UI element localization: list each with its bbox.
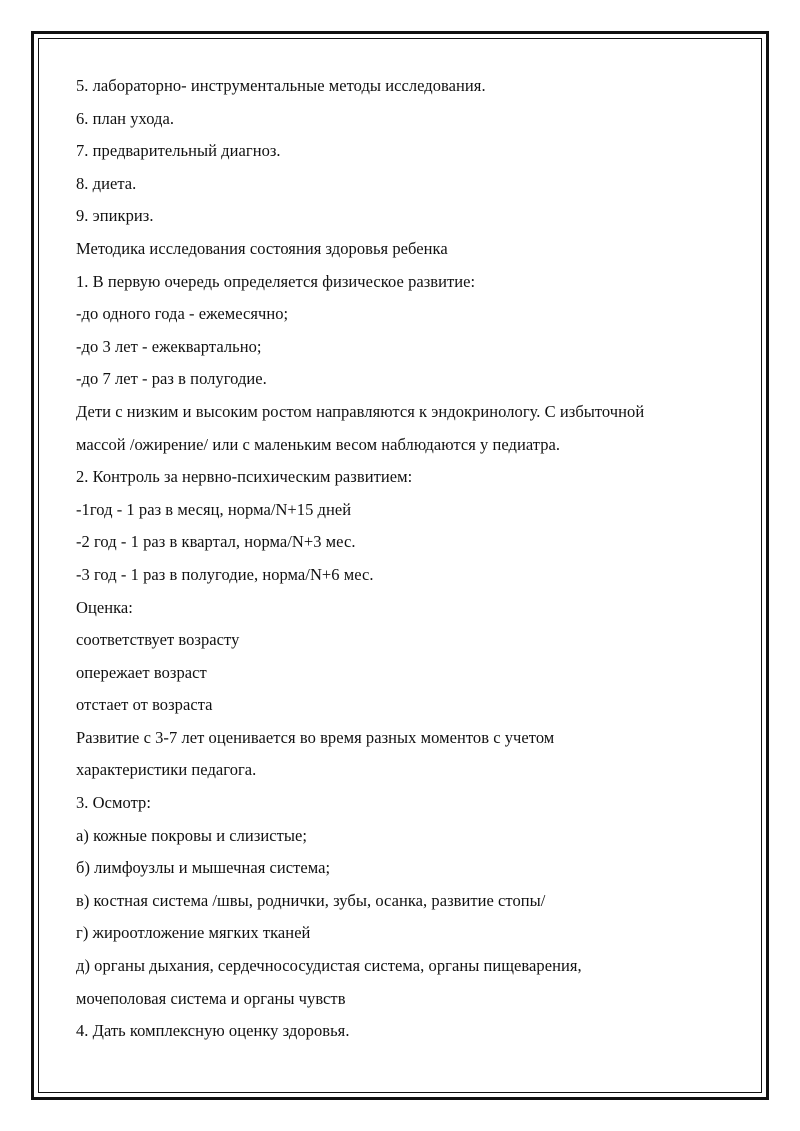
text-line: 8. диета. bbox=[76, 173, 137, 193]
text-line: 7. предварительный диагноз. bbox=[76, 141, 281, 161]
text-line: 4. Дать комплексную оценку здоровья. bbox=[76, 1021, 350, 1041]
text-line: -3 год - 1 раз в полугодие, норма/N+6 мес. bbox=[76, 564, 374, 584]
text-line: массой /ожирение/ или с маленьким весом наблюдаются у педиатра. bbox=[76, 434, 561, 454]
text-line: а) кожные покровы и слизистые; bbox=[76, 825, 308, 845]
text-line: мочеполовая система и органы чувств bbox=[76, 988, 346, 1008]
text-line: г) жироотложение мягких тканей bbox=[76, 923, 311, 943]
text-line: характеристики педагога. bbox=[76, 760, 257, 780]
text-line: 1. В первую очередь определяется физическое развитие: bbox=[76, 271, 476, 291]
text-line: 3. Осмотр: bbox=[76, 793, 151, 813]
text-line: Дети с низким и высоким ростом направляются к эндокринологу. С избыточной bbox=[76, 401, 645, 421]
text-line: 5. лабораторно- инструментальные методы исследования. bbox=[76, 76, 486, 95]
text-line: 9. эпикриз. bbox=[76, 206, 154, 226]
text-line: Развитие с 3-7 лет оценивается во время разных моментов с учетом bbox=[76, 727, 555, 747]
text-line: -2 год - 1 раз в квартал, норма/N+3 мес. bbox=[76, 532, 356, 552]
text-line: б) лимфоузлы и мышечная система; bbox=[76, 858, 331, 878]
section-heading: Методика исследования состояния здоровья ребенка bbox=[76, 238, 448, 258]
text-line: соответствует возрасту bbox=[76, 630, 240, 650]
text-line: -1год - 1 раз в месяц, норма/N+15 дней bbox=[76, 499, 352, 519]
text-line: -до 3 лет - ежеквартально; bbox=[76, 336, 262, 356]
text-line: -до одного года - ежемесячно; bbox=[76, 304, 289, 324]
text-line: отстает от возраста bbox=[76, 695, 213, 715]
text-line: -до 7 лет - раз в полугодие. bbox=[76, 369, 267, 389]
text-line: опережает возраст bbox=[76, 662, 207, 682]
text-line: Оценка: bbox=[76, 597, 133, 617]
text-line: 6. план ухода. bbox=[76, 108, 175, 128]
document-body bbox=[76, 70, 736, 1048]
text-line: д) органы дыхания, сердечнососудистая система, органы пищеварения, bbox=[76, 956, 582, 976]
text-line: 2. Контроль за нервно-психическим развитием: bbox=[76, 467, 413, 487]
text-line: в) костная система /швы, роднички, зубы, осанка, развитие стопы/ bbox=[76, 890, 546, 910]
